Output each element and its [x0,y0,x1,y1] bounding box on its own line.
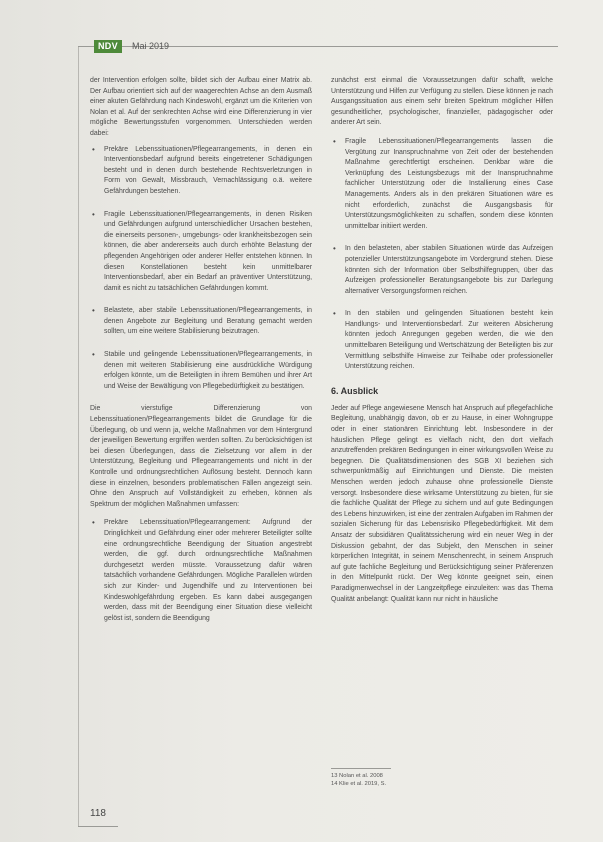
right-column [331,76,553,610]
issue-date: Mai 2019 [132,41,170,51]
journal-brand: NDV [94,40,122,53]
margin-rule [78,46,79,826]
list-item: • Stabile und gelingende Lebenssituationen/Pflegearrangements, in denen mit weiteren Stabilisierung eine ausdrückliche Würdigung erfolgen könnte, um die Beteiligten in ihrem Bemühen und ihrer Art und Weise der Bewältigung von Pflegebedürftigkeit zu bestätigen. [92,350,312,390]
bullet-list [331,137,553,373]
footer-rule [78,826,118,827]
bullet-icon: • [92,518,95,528]
bullet-icon: • [92,144,95,154]
list-item: • In den belasteten, aber stabilen Situationen würde das Aufzeigen potenzieller Unterstützungsangebote im Vordergrund stehen. Diese könnten sich der Information über Selbsthilfegruppen, über das Aufzeigen professioneller Beratungsangebote bis zur Darlegung alternativer Versorgungsformen reichen. [333,244,553,295]
section-paragraph: Jeder auf Pflege angewiesene Mensch hat Anspruch auf pflegefachliche Begleitung, unabhängig davon, ob er zu Hause, in einer Wohngruppe oder in einer stationären Einrichtung lebt. Insbesondere in der häuslichen Pflege gelingt es vielfach nicht, den dort vielfach anzutreffenden prekären Bedingungen in einer wirkungsvollen Weise zu begegnen. Die Qualitätsdimensionen des SGB XI beziehen sich schwerpunktmäßig auf Einrichtungen und Dienste. Die meisten Menschen werden jedoch zuhause ohne professionelle Dienste versorgt. Insbesondere diese wirksame Unterstützung zu bieten, für sie die fachliche Qualität der Pflege zu sichern und auf gute Bedingungen des Lebens hinzuwirken, ist eine der zentralen Aufgaben im Rahmen der sozialen Sicherung für das Lebensrisiko Pflegebedürftigkeit. Mit dem Ansatz der subsidiären Qualitätssicherung wird ein neuer Weg in der Diskussion gebahnt, der das Subjekt, den Menschen in seiner körperlichen Integrität, in seinem Menschenrecht, in seinem Anspruch auf gute fachliche Begleitung und Berücksichtigung seiner Präferenzen in den Mittelpunkt rückt. Der Weg könnte geeignet sein, einen Paradigmenwechsel in der Langzeitpflege einzuleiten: was das Thema Qualität anbelangt: Qualität kann nur nicht in häusliche [331,404,553,603]
page-number: 118 [90,808,106,819]
bullet-icon: • [333,244,336,254]
bullet-list [90,518,312,624]
left-column [90,76,312,636]
intro-paragraph: der Intervention erfolgen sollte, bildet sich der Aufbau einer Matrix ab. Der Aufbau orientiert sich auf der waagerechten Achse an dem Ausmaß einer akuten Gefährdung nach Kindeswohl, ergänzt um die Kriterien von Nolan et al. Auf der senkrechten Achse wird eine Differenzierung in vier mögliche Bewertungsstufen vorgenommen. Unterschieden werden dabei: [90,77,312,137]
footnote: 13 Nolan et al. 2008 [331,773,383,779]
list-item: • Fragile Lebenssituationen/Pflegearrangements, in denen Risiken und Gefährdungen aufgrund unterschiedlicher Ursachen bestehen, die einerseits personen-, umgebungs- oder krankheitsbezogen sein können, die aber andererseits auch durch erhöhte Belastung der pflegenden Angehörigen oder anderer Helfer entstehen können. In diesen Konstellationen besteht kein unmittelbarer Interventionsbedarf, aber ein Bedarf an präventiver Unterstützung, damit es nicht zu tatsächlichen Gefährdungen kommt. [92,209,312,292]
list-item: • Prekäre Lebenssituationen/Pflegearrangements, in denen ein Interventionsbedarf aufgrund bereits eingetretener Schädigungen besteht und in denen durch bestehende Rechtsverletzungen in Form von Gewalt, Missbrauch, Vernachlässigung o.ä. weitere Gefährdungen bestehen. [92,144,312,195]
footnotes [331,768,471,788]
footnote: 14 Klie et al. 2019, S. [331,781,387,787]
bullet-list [90,145,312,393]
bullet-icon: • [92,306,95,316]
bullet-icon: • [333,309,336,319]
bullet-icon: • [92,350,95,360]
section-heading: 6. Ausblick [331,385,379,396]
body-paragraph: Die vierstufige Differenzierung von Lebenssituationen/Pflegearrangements bildet die Grundlage für die Überlegung, ob und wenn ja, welche Maßnahmen vor dem Hintergrund der jeweiligen Bewertung ergriffen werden sollten. Zu berücksichtigen ist bei diesen Überlegungen, dass die Zielsetzung vor allem in der Unterstützung, Begleitung und Pflegearrangements und nicht in der Kontrolle und ordnungsrechtlichen Auflösung besteht. Dennoch kann diese in einzelnen, besonders problematischen Fällen angezeigt sein. Ohne den Anspruch auf Vollständigkeit zu erheben, können als Spektrum der möglichen Maßnahmen umfassen: [90,405,312,508]
list-item: • Belastete, aber stabile Lebenssituationen/Pflegearrangements, in denen Angebote zur Begleitung und Beratung gemacht werden sollten, um eine weitere Stabilisierung beizutragen. [92,306,312,336]
list-item: • In den stabilen und gelingenden Situationen besteht kein Handlungs- und Interventionsbedarf. Zur weiteren Absicherung könnten jedoch Anregungen gegeben werden, die wie den unmittelbaren Beteiligung und Wertschätzung der Beteiligten bis zur Vermittlung selbsthilfe Hinweise zur Teilhabe oder professioneller Unterstützung reichen. [333,309,553,371]
continuation-paragraph: zunächst erst einmal die Voraussetzungen dafür schafft, welche Unterstützung und Hilfen zur Verfügung zu stellen. Diese können je nach Ausgangssituation aus einem sehr breiten Spektrum möglicher Hilfen gesundheitlicher, psychologischer, finanzieller, pädagogischer oder anderer Art sein. [331,77,553,127]
footnote-rule [331,768,391,769]
list-item: • Prekäre Lebenssituation/Pflegearrangement: Aufgrund der Dringlichkeit und Gefährdung einer oder mehrerer Beteiligter sollte eine ordnungsrechtliche Beendigung der Situation angestrebt werden, die ggf. durch ordnungsrechtliche Maßnahmen durchgesetzt werden müsste. Voraussetzung dafür wären tatsächlich vorhandene Gefährdungen. Mögliche Parallelen würden sich zur Kinder- und Jugendhilfe und zu Interventionen bei Kindeswohlgefährdung ergeben. Es kann dabei ausgegangen werden, dass mit der Beendigung einer Situation diese vielleicht gelöst ist, sondern die Beendigung [92,518,312,622]
bullet-icon: • [333,136,336,146]
list-item: • Fragile Lebenssituationen/Pflegearrangements lassen die Vergütung zur Inanspruchnahme von Zeit oder der bestehenden Maßnahme gerechtfertigt erscheinen. Denkbar wäre die Verknüpfung des Leistungsbezugs mit der Inanspruchnahme fachlicher Unterstützung oder die Installierung eines Case Managements. Anders als in den prekären Situationen wäre es nicht erforderlich, zunächst die Ausgangsbasis für Unterstützungsmöglichkeiten zu schaffen, sondern diese könnten unmittelbar initiiert werden. [333,136,553,230]
bullet-icon: • [92,209,95,219]
